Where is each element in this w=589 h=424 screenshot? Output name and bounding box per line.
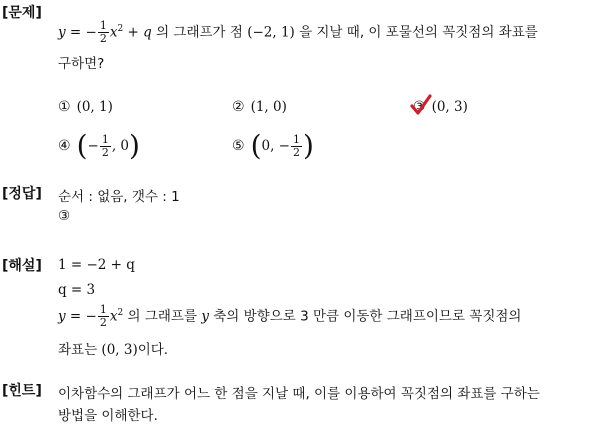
answer-tag: [정답] bbox=[2, 186, 42, 202]
answer-line-2: ③ bbox=[58, 208, 71, 224]
choice-5[interactable]: ⑤ (0, − $\frac{1}{2}$ ) bbox=[232, 129, 314, 162]
choice-2[interactable]: ② (1, 0) bbox=[232, 99, 287, 115]
hint-tag: [힌트] bbox=[2, 383, 42, 399]
explanation-line-4: 좌표는 (0, 3)이다. bbox=[58, 342, 169, 358]
choice-3[interactable]: ③ (0, 3) bbox=[413, 99, 468, 115]
explanation-line-3: y = − $\frac{1}{2}$ $x^2$ 의 그래프를 y 축의 방향으로 3 만큼 이동한 그래프이므로 꼭짓점의 bbox=[58, 303, 522, 329]
fraction-one-half: $\frac{1}{2}$ bbox=[99, 19, 107, 45]
choice-1[interactable]: ① (0, 1) bbox=[58, 99, 113, 115]
explanation-line-2: q = 3 bbox=[58, 282, 96, 298]
question-line-2: 구하면? bbox=[58, 56, 105, 72]
question-line-1: y = − $\frac{1}{2}$ $x^2 + q$ 의 그래프가 점 (−2, 1) 을 지날 때, 이 포물선의 꼭짓점의 좌표를 bbox=[58, 19, 538, 45]
check-mark-icon bbox=[410, 94, 432, 116]
problem-tag: [문제] bbox=[2, 5, 42, 21]
explanation-tag: [해설] bbox=[2, 258, 42, 274]
explanation-line-1: 1 = −2 + q bbox=[58, 257, 135, 273]
answer-line-1: 순서 : 없음, 갯수 : 1 bbox=[58, 189, 180, 205]
hint-line-1: 이차함수의 그래프가 어느 한 점을 지날 때, 이를 이용하여 꼭짓점의 좌표를 구하는 bbox=[58, 386, 540, 402]
hint-line-2: 방법을 이해한다. bbox=[58, 408, 158, 424]
choice-4[interactable]: ④ (− $\frac{1}{2}$ , 0) bbox=[58, 129, 140, 162]
